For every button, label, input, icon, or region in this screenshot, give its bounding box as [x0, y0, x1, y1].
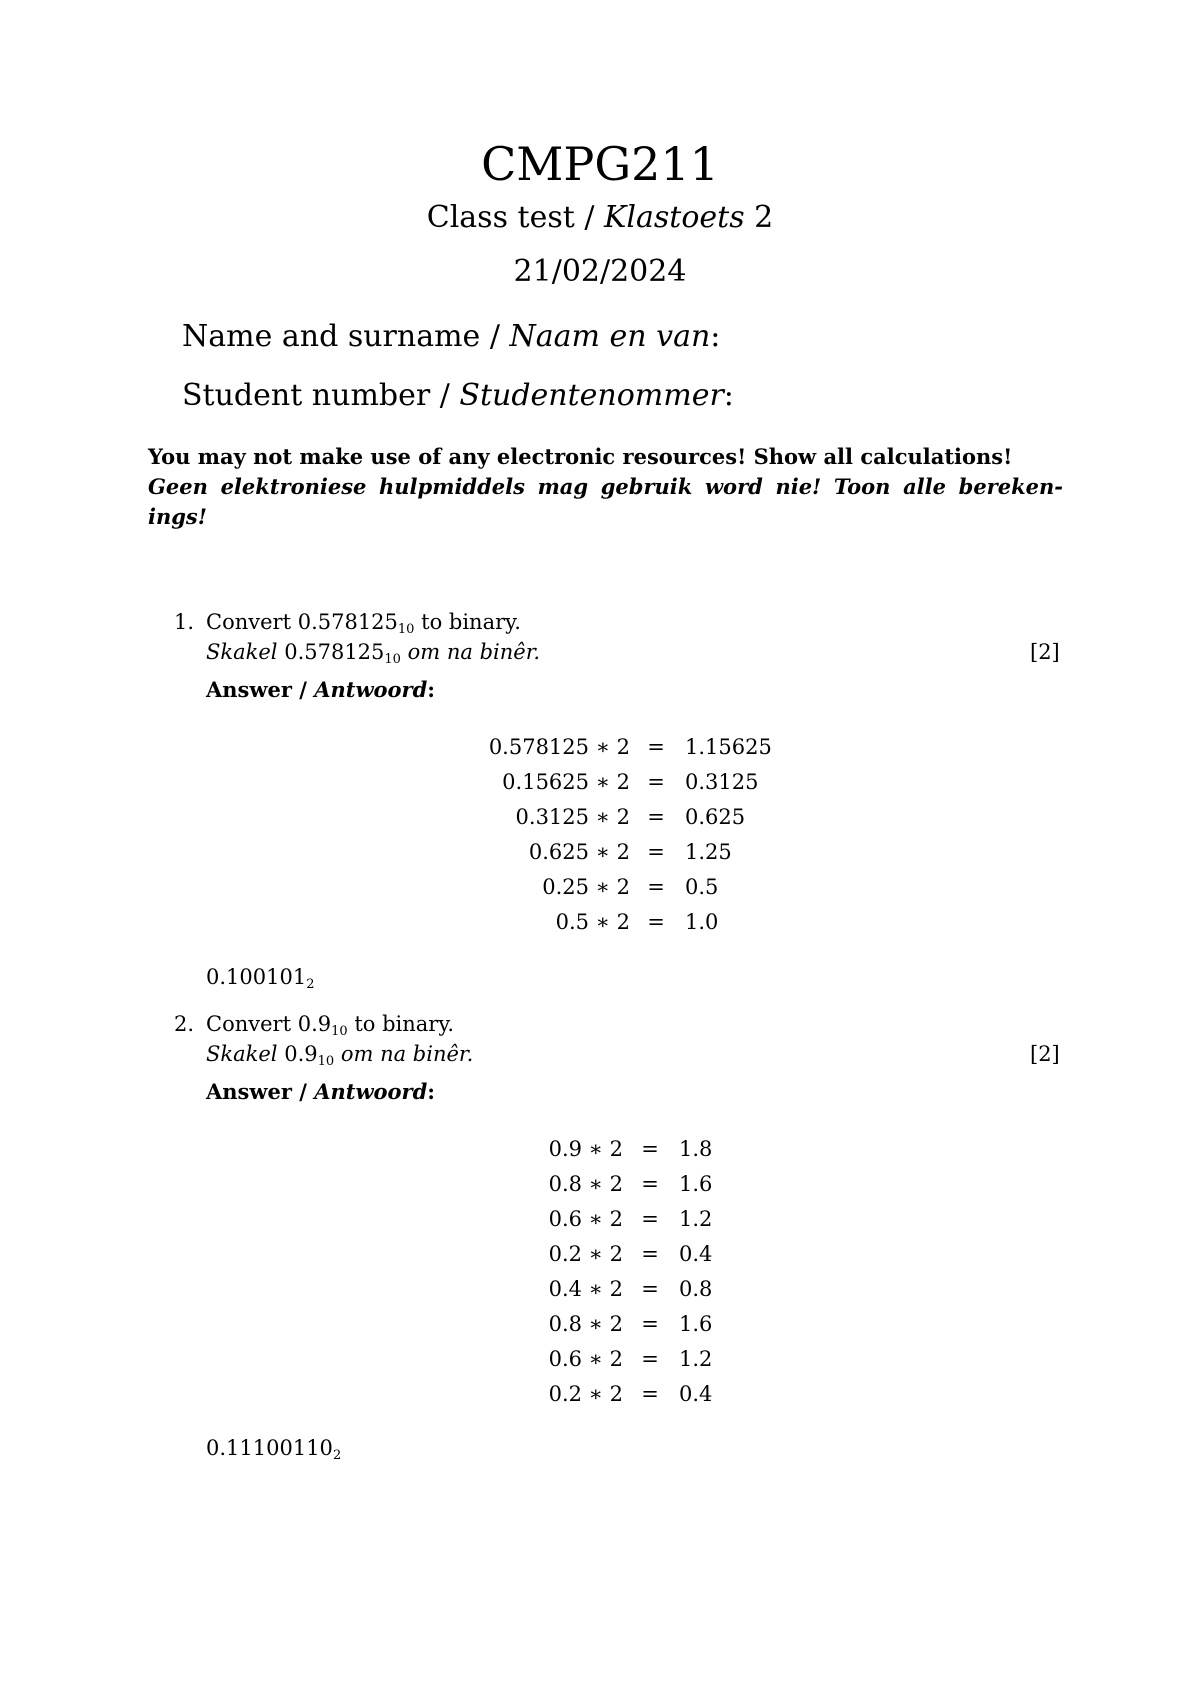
question-marks: [2]: [1030, 640, 1060, 664]
calc-step: 0.4 ∗ 2 = 0.8: [548, 1277, 713, 1301]
test-number: 2: [754, 200, 774, 235]
calc-step: 0.15625 ∗ 2 = 0.3125: [502, 770, 759, 794]
calc-step: 0.9 ∗ 2 = 1.8: [548, 1137, 713, 1161]
calc-step: 0.2 ∗ 2 = 0.4: [548, 1382, 713, 1406]
instructions-english: You may not make use of any electronic resources! Show all calculations!: [148, 444, 1013, 469]
question-prompt-en: Convert $0.578125_{10}$ to binary.: [206, 610, 521, 637]
test-title: Class test / Klastoets 2: [426, 200, 774, 235]
calc-step: 0.6 ∗ 2 = 1.2: [548, 1207, 713, 1231]
question-prompt-en: Convert $0.9_{10}$ to binary.: [206, 1012, 455, 1039]
question-prompt-af: Skakel $0.9_{10}$ om na binêr.: [206, 1042, 474, 1069]
instructions-afrikaans: Geen elektroniese hulpmiddels mag gebruik word nie! Toon alle bereken- ings!: [148, 474, 1063, 529]
calc-step: 0.8 ∗ 2 = 1.6: [548, 1312, 713, 1336]
instructions: [148, 442, 1063, 532]
calc-step: 0.25 ∗ 2 = 0.5: [542, 875, 719, 899]
course-code: CMPG211: [481, 137, 719, 191]
calc-step: 0.3125 ∗ 2 = 0.625: [515, 805, 746, 829]
test-title-af: Klastoets: [603, 200, 745, 235]
calc-step: 0.625 ∗ 2 = 1.25: [528, 840, 732, 864]
answer-label: Answer / Antwoord:: [206, 1079, 436, 1104]
question-number: 2.: [174, 1012, 195, 1036]
name-field-label: Name and surname / Naam en van:: [182, 319, 721, 354]
test-date: 21/02/2024: [513, 254, 687, 289]
answer-result: $0.100101_2$: [206, 965, 315, 992]
answer-result: $0.11100110_2$: [206, 1436, 342, 1463]
calc-step: 0.8 ∗ 2 = 1.6: [548, 1172, 713, 1196]
calc-step: 0.2 ∗ 2 = 0.4: [548, 1242, 713, 1266]
question-prompt-af: Skakel $0.578125_{10}$ om na binêr.: [206, 640, 541, 667]
calc-step: 0.578125 ∗ 2 = 1.15625: [488, 735, 772, 759]
question-marks: [2]: [1030, 1042, 1060, 1066]
calc-step: 0.6 ∗ 2 = 1.2: [548, 1347, 713, 1371]
question-number: 1.: [174, 610, 195, 634]
answer-label: Answer / Antwoord:: [206, 677, 436, 702]
test-title-en: Class test: [426, 200, 575, 235]
student-number-field-label: Student number / Studentenommer:: [182, 378, 734, 413]
calc-step: 0.5 ∗ 2 = 1.0: [555, 910, 719, 934]
